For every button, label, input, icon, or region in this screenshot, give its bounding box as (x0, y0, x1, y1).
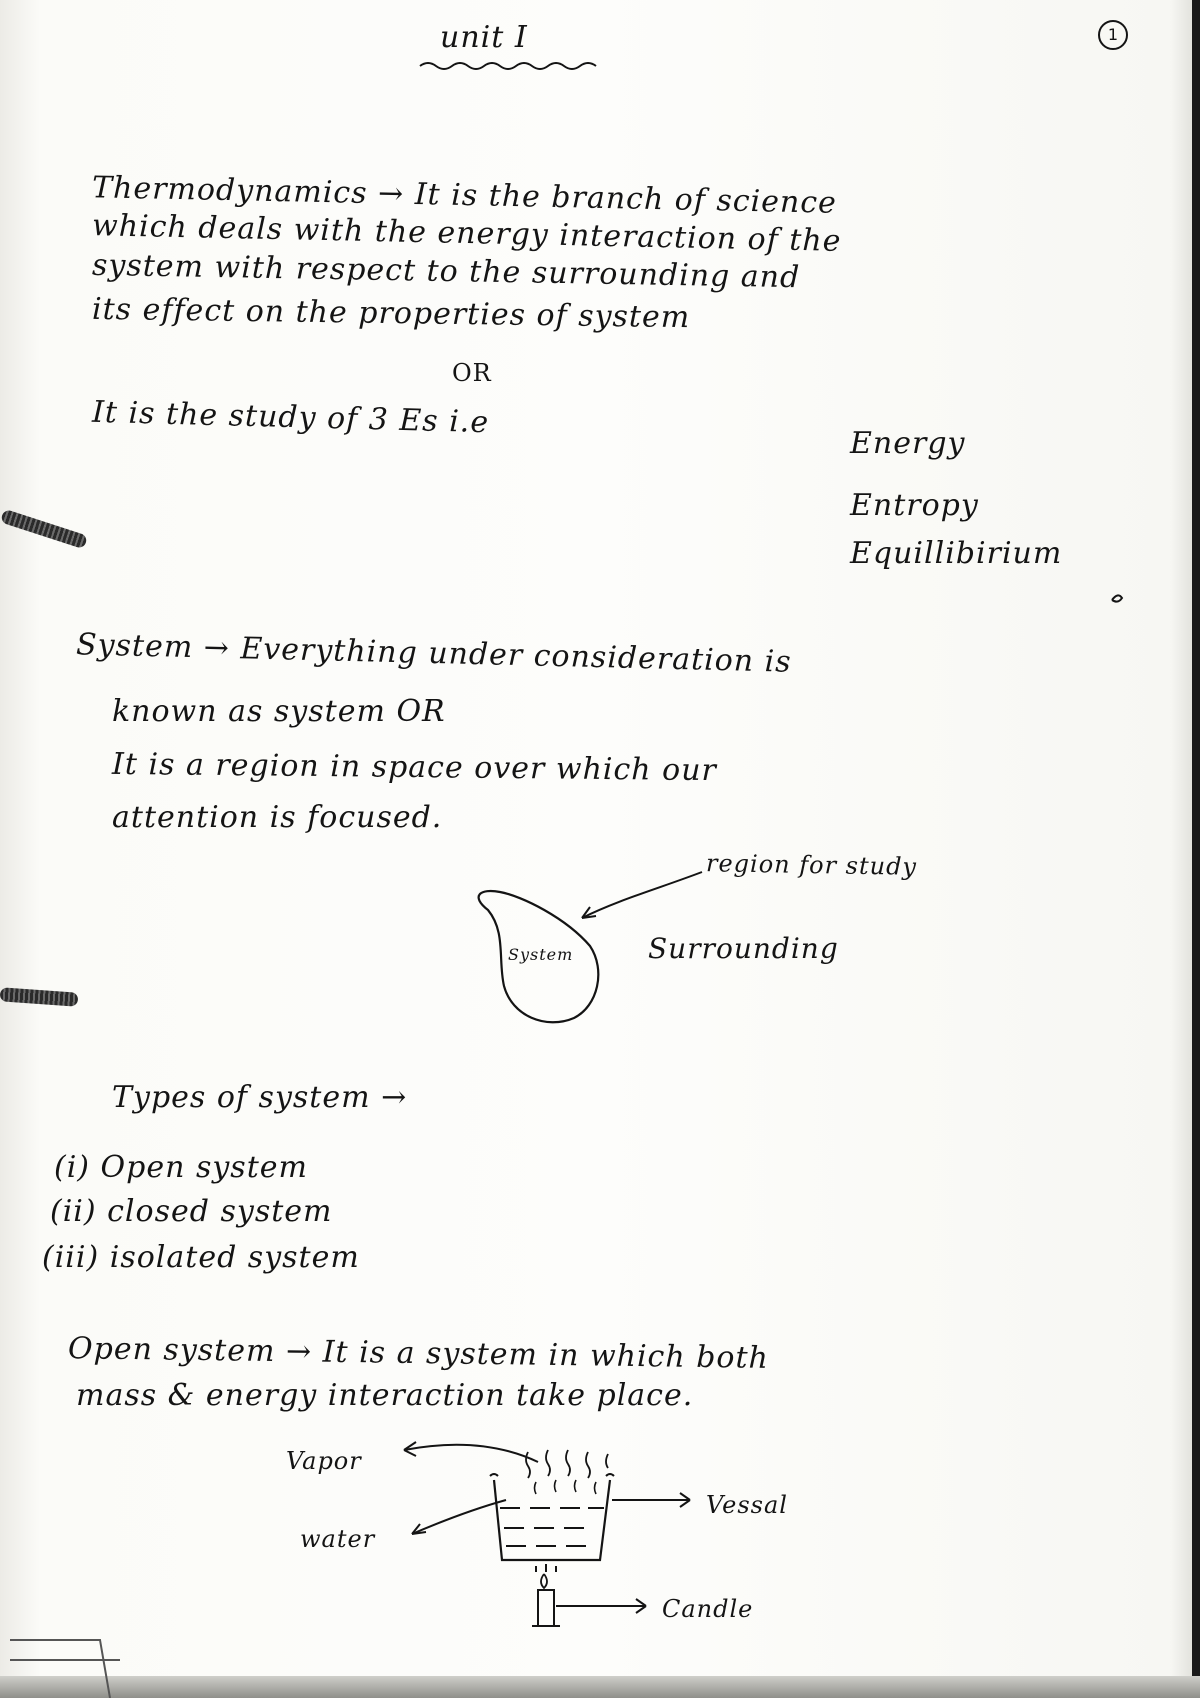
system-blob-label: System (508, 945, 574, 964)
region-for-study-label: region for study (705, 849, 918, 881)
region-arrow-head (582, 907, 596, 918)
vapor-label: Vapor (286, 1447, 362, 1475)
steam (526, 1450, 608, 1478)
vapor-arrow (404, 1445, 538, 1462)
tick-mark (1112, 595, 1122, 601)
system-line-1: System → Everything under consideration is (75, 627, 793, 680)
es-equilibrium: Equillibirium (850, 536, 1063, 571)
page-title: unit I (440, 20, 528, 55)
water-arrow-head (412, 1524, 426, 1534)
system-line-2: known as system OR (112, 694, 446, 729)
thermo-line-1: Thermodynamics → It is the branch of science (91, 170, 838, 221)
vessel-label: Vessal (706, 1491, 788, 1519)
types-item-3: (iii) isolated system (42, 1240, 360, 1275)
page-bottom-edge (0, 1676, 1200, 1698)
vapor-arrow-head (404, 1442, 416, 1456)
types-heading: Types of system → (112, 1080, 408, 1115)
candle-flame (541, 1574, 547, 1588)
thermo-or: OR (452, 359, 492, 387)
candle-label: Candle (662, 1595, 754, 1623)
thermo-line-4: its effect on the properties of system (91, 291, 691, 336)
candle-body (538, 1590, 554, 1626)
water-surface (500, 1508, 604, 1546)
candle-arrow-head (636, 1599, 646, 1613)
open-system-line-1: Open system → It is a system in which both (67, 1331, 770, 1376)
surrounding-label: Surrounding (648, 932, 839, 965)
title-underline (418, 58, 608, 72)
thermo-line-3: system with respect to the surrounding and (91, 247, 801, 296)
types-item-2: (ii) closed system (50, 1194, 333, 1229)
vessel-arrow-head (680, 1493, 690, 1507)
page-edge-shadow (1192, 0, 1200, 1698)
es-entropy: Entropy (850, 488, 979, 523)
open-system-line-2: mass & energy interaction take place. (76, 1378, 694, 1413)
vessel-rim (490, 1474, 614, 1476)
steam-inner (535, 1480, 597, 1494)
thermo-line-2: which deals with the energy interaction of the (91, 208, 842, 259)
binder-ring-top (0, 509, 88, 550)
es-energy: Energy (850, 426, 966, 461)
region-arrow (582, 872, 702, 918)
water-arrow (412, 1500, 506, 1534)
flame (536, 1564, 556, 1572)
system-line-4: attention is focused. (112, 800, 443, 835)
system-line-3: It is a region in space over which our (111, 746, 718, 789)
binder-ring-bottom (0, 987, 78, 1006)
thermo-line-5: It is the study of 3 Es i.e (91, 394, 490, 441)
vessel-outline (494, 1480, 610, 1560)
water-label: water (300, 1525, 376, 1553)
page-number: 1 (1098, 20, 1128, 50)
types-item-1: (i) Open system (54, 1150, 308, 1185)
